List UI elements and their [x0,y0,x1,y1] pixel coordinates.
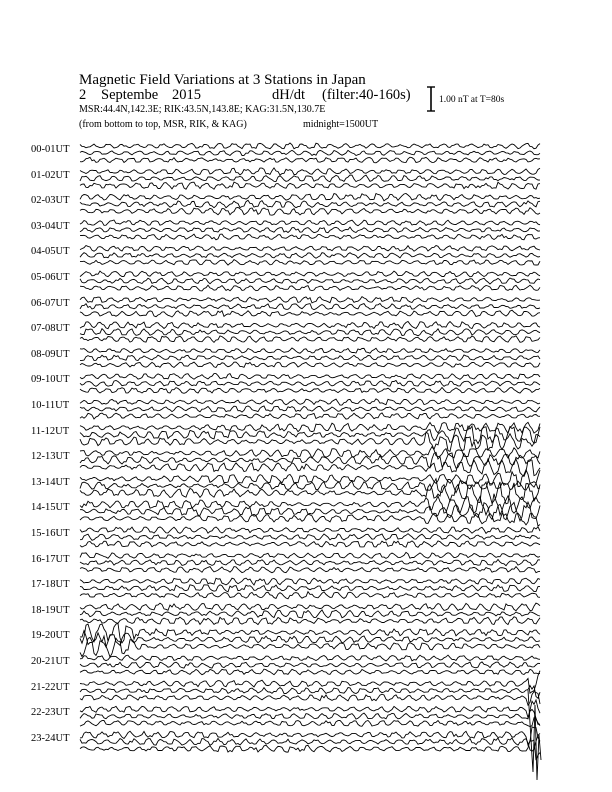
hour-label: 14-15UT [31,502,70,514]
hour-label: 06-07UT [31,297,70,309]
trace-kag [80,271,540,277]
trace-rik [80,709,540,724]
hour-label: 00-01UT [31,144,70,155]
trace-kag [80,470,540,487]
filter-label: (filter:40-160s) [322,87,411,103]
trace-msr [80,207,540,215]
trace-msr [80,592,540,599]
trace-rik [80,406,540,412]
trace-msr [80,541,540,547]
chart-title: Magnetic Field Variations at 3 Stations in Japan [79,72,366,88]
trace-rik [80,686,540,699]
trace-kag [80,527,540,534]
hour-label: 13-14UT [31,476,70,488]
trace-kag [80,220,540,226]
hour-label: 08-09UT [31,348,70,360]
hour-label: 22-23UT [31,707,70,719]
trace-kag [80,399,540,405]
trace-msr [80,513,540,526]
trace-rik [80,278,540,284]
trace-msr [80,285,540,291]
hour-label: 15-16UT [31,528,70,539]
hour-label: 21-22UT [31,681,70,693]
hour-label: 09-10UT [31,374,70,386]
date-year: 2015 [172,87,201,103]
trace-msr [80,336,540,343]
quantity-label: dH/dt [272,87,306,103]
hour-label: 12-13UT [31,451,70,463]
trace-msr [80,432,540,451]
station-order-note: (from bottom to top, MSR, RIK, & KAG) [79,119,247,130]
hour-label: 07-08UT [31,323,70,335]
trace-kag [80,655,540,661]
midnight-note: midnight=1500UT [303,119,379,130]
trace-rik [80,227,540,233]
trace-rik [80,304,540,310]
trace-rik [80,381,540,387]
trace-msr [80,692,540,706]
trace-msr [80,388,540,394]
hour-label: 23-24UT [31,732,70,744]
trace-kag [80,578,540,585]
station-coordinates: MSR:44.4N,142.3E; RIK:43.5N,143.8E; KAG:31.5N,130.7E [79,104,326,115]
hour-label: 19-20UT [31,630,70,642]
trace-rik [80,610,540,618]
trace-kag [80,727,540,745]
trace-msr [80,310,540,317]
trace-rik [80,560,540,566]
trace-kag [80,297,540,303]
hour-label: 17-18UT [31,579,70,591]
trace-kag [80,494,540,515]
trace-kag [80,143,540,149]
hour-label: 01-02UT [31,169,70,181]
scale-label: 1.00 nT at T=80s [439,95,505,105]
trace-rik [80,175,540,182]
trace-msr [80,718,540,727]
trace-rik [80,585,540,592]
date-month: Septembe [101,87,159,103]
trace-rik [80,200,540,207]
trace-msr [80,617,540,625]
trace-msr [80,157,540,163]
hour-label: 11-12UT [31,425,70,437]
trace-kag [80,246,540,252]
trace-rik [80,662,540,668]
trace-rik [80,329,540,336]
trace-msr [80,567,540,573]
hour-label: 03-04UT [31,220,70,232]
trace-msr [80,482,540,504]
hour-label: 16-17UT [31,553,70,565]
trace-rik [80,355,540,361]
trace-kag [80,348,540,353]
trace-kag [80,447,540,458]
trace-kag [80,194,540,201]
trace-kag [80,603,540,611]
trace-kag [80,168,540,175]
trace-msr [80,182,540,189]
trace-kag [80,374,540,380]
hour-label: 05-06UT [31,272,70,283]
hour-label: 10-11UT [31,400,70,411]
trace-msr [80,669,540,675]
trace-kag [80,322,540,329]
hour-label: 18-19UT [31,604,70,616]
trace-msr [80,362,540,367]
trace-msr [80,260,540,266]
trace-kag [80,552,540,558]
trace-rik [80,534,540,541]
trace-rik [80,150,540,155]
trace-msr [80,413,540,419]
trace-msr [80,234,540,240]
hour-label: 04-05UT [31,246,70,258]
trace-rik [80,253,540,259]
hour-label: 02-03UT [31,195,70,207]
date-day: 2 [79,87,87,103]
hour-label: 20-21UT [31,656,70,667]
